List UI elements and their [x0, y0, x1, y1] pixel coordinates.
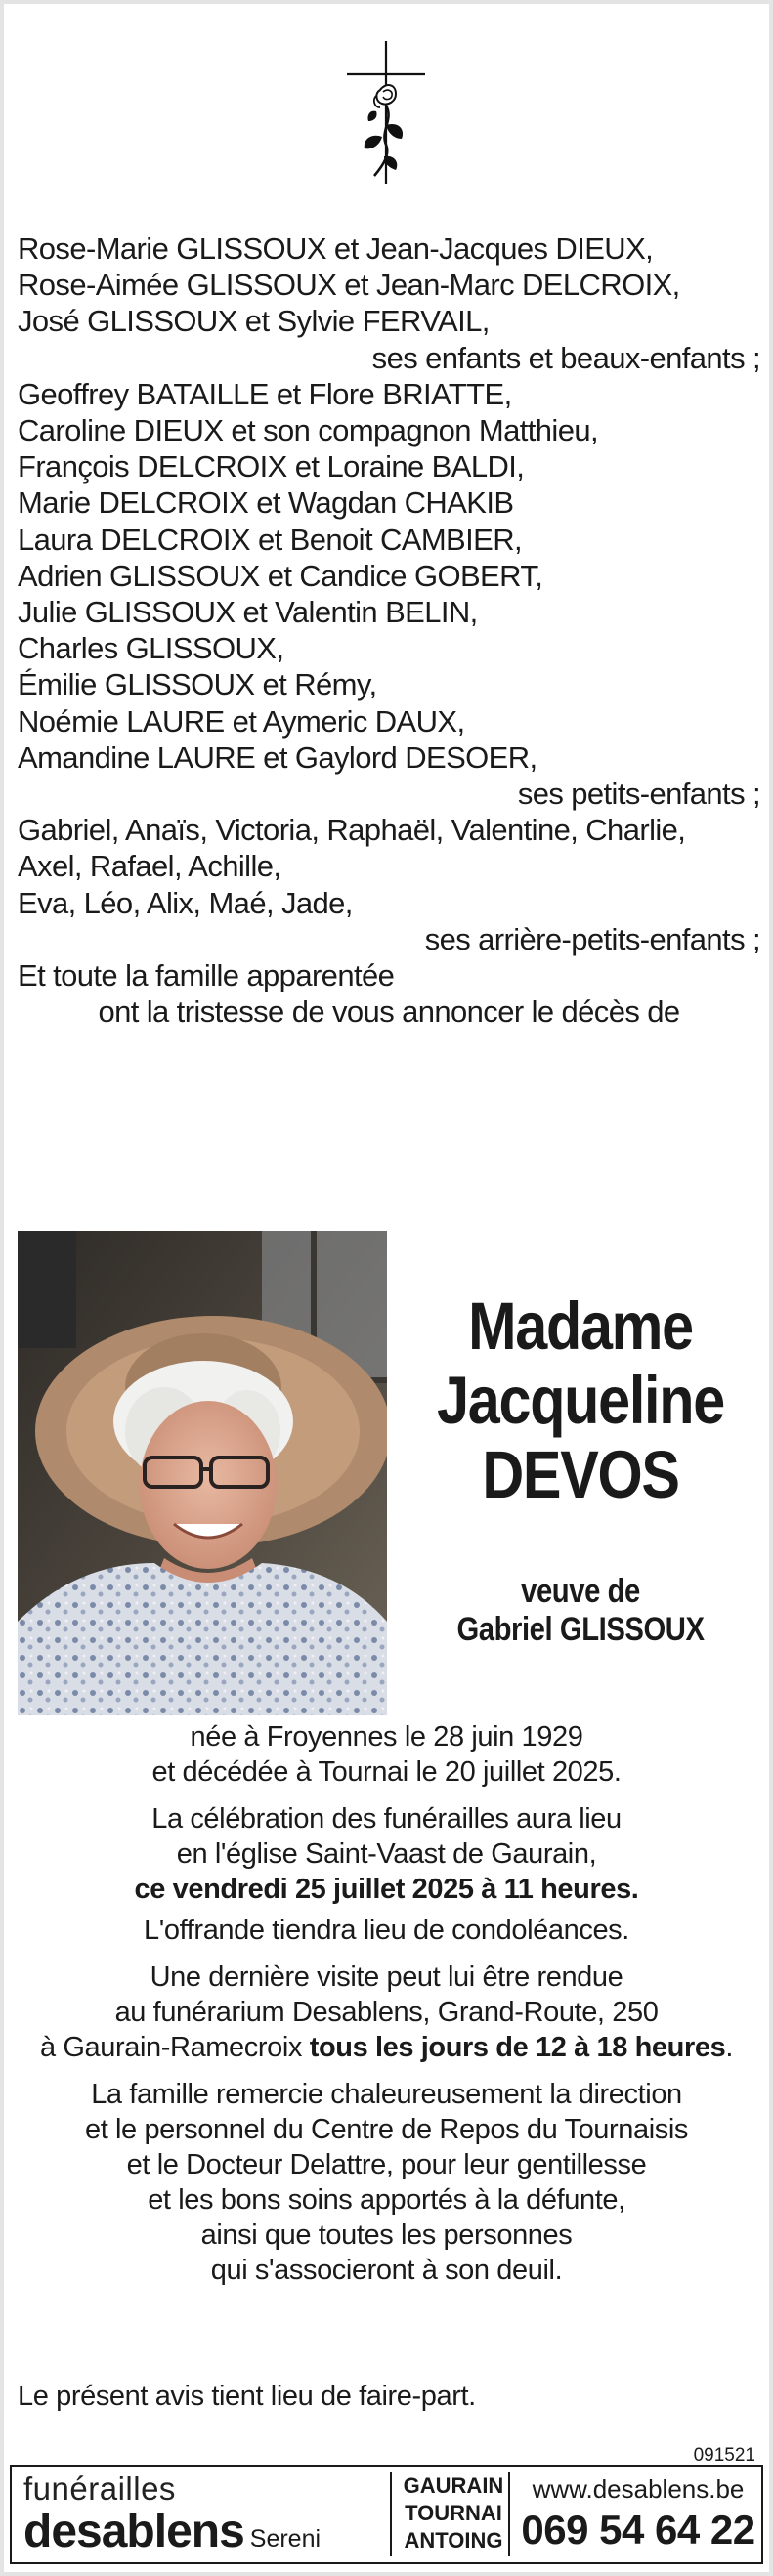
deceased-first-name: Jacqueline	[437, 1363, 724, 1438]
family-line: Émilie GLISSOUX et Rémy,	[18, 667, 377, 702]
family-line: Laura DELCROIX et Benoit CAMBIER,	[18, 522, 523, 557]
family-line: ses enfants et beaux-enfants ;	[371, 340, 760, 375]
family-line: Julie GLISSOUX et Valentin BELIN,	[18, 595, 478, 630]
deceased-name-block	[391, 1289, 770, 1649]
visit-line-1: Une dernière visite peut lui être rendue	[150, 1962, 623, 1993]
thanks-line-4: et les bons soins apportés à la défunte,	[148, 2184, 625, 2216]
logo-brand: desablens	[23, 2506, 244, 2557]
family-line: Et toute la famille apparentée	[18, 958, 395, 993]
offering-line: L'offrande tiendra lieu de condoléances.	[144, 1915, 629, 1946]
footer-contact	[516, 2472, 760, 2555]
visit-line-3: à Gaurain-Ramecroix	[40, 2032, 303, 2063]
thanks-line-3: et le Docteur Delattre, pour leur gentillesse	[126, 2149, 647, 2180]
family-line: Caroline DIEUX et son compagnon Matthieu,	[18, 413, 599, 448]
family-line: Axel, Rafael, Achille,	[18, 849, 281, 884]
family-line: ses petits-enfants ;	[517, 777, 760, 812]
visit-hours: tous les jours de 12 à 18 heures	[309, 2032, 726, 2063]
widow-of-name: Gabriel GLISSOUX	[456, 1611, 705, 1648]
footer-cities	[401, 2472, 506, 2555]
thanks-line-6: qui s'associeront à son deuil.	[210, 2255, 563, 2286]
city-1: GAURAIN	[403, 2473, 504, 2498]
birth-line: née à Froyennes le 28 juin 1929	[190, 1721, 583, 1753]
family-line: Charles GLISSOUX,	[18, 631, 284, 666]
final-note: Le présent avis tient lieu de faire-part.	[18, 2381, 476, 2412]
footer-divider	[508, 2472, 510, 2556]
family-line: Amandine LAURE et Gaylord DESOER,	[18, 739, 537, 775]
ceremony-date: ce vendredi 25 juillet 2025 à 11 heures.	[134, 1874, 639, 1905]
ceremony-line-2: en l'église Saint-Vaast de Gaurain,	[176, 1838, 597, 1870]
city-2: TOURNAI	[405, 2501, 502, 2525]
thanks-line-2: et le personnel du Centre de Repos du Tournaisis	[84, 2114, 689, 2145]
family-line: Rose-Marie GLISSOUX et Jean-Jacques DIEUX,	[18, 232, 654, 266]
deceased-title: Madame	[468, 1288, 693, 1364]
thanks-line-1: La famille remercie chaleureusement la direction	[91, 2079, 682, 2110]
funeral-home-footer	[10, 2465, 763, 2564]
footer-divider	[390, 2472, 392, 2556]
ceremony-line-1: La célébration des funérailles aura lieu	[151, 1803, 622, 1835]
family-list	[18, 231, 760, 1030]
logo-sub: Sereni	[249, 2525, 322, 2553]
cross-with-rose-icon	[337, 39, 435, 186]
family-line: ses arrière-petits-enfants ;	[424, 921, 760, 956]
city-3: ANTOING	[404, 2528, 503, 2553]
funeral-home-logo	[23, 2470, 390, 2560]
family-line: Marie DELCROIX et Wagdan CHAKIB	[18, 486, 514, 521]
website-link[interactable]: www.desablens.be	[532, 2474, 745, 2504]
portrait-photo	[18, 1231, 387, 1715]
deceased-last-name: DEVOS	[482, 1437, 679, 1512]
visit-end: .	[725, 2032, 733, 2063]
thanks-line-5: ainsi que toutes les personnes	[200, 2219, 573, 2251]
visit-line-2: au funérarium Desablens, Grand-Route, 250	[114, 1997, 659, 2028]
notice-info	[10, 1719, 763, 2288]
family-line: Noémie LAURE et Aymeric DAUX,	[18, 703, 465, 739]
family-line: François DELCROIX et Loraine BALDI,	[18, 449, 525, 485]
logo-top-text: funérailles	[23, 2470, 176, 2507]
family-line: ont la tristesse de vous annoncer le décès de	[98, 994, 680, 1030]
widow-of-label: veuve de	[521, 1573, 640, 1610]
family-line: Geoffrey BATAILLE et Flore BRIATTE,	[18, 376, 512, 411]
reference-number: 091521	[693, 2445, 755, 2466]
family-line: Rose-Aimée GLISSOUX et Jean-Marc DELCROIX,	[18, 268, 680, 303]
family-line: José GLISSOUX et Sylvie FERVAIL,	[18, 304, 490, 339]
family-line: Adrien GLISSOUX et Candice GOBERT,	[18, 558, 543, 593]
phone-number[interactable]: 069 54 64 22	[521, 2507, 755, 2553]
family-line: Eva, Léo, Alix, Maé, Jade,	[18, 885, 353, 920]
family-line: Gabriel, Anaïs, Victoria, Raphaël, Valentine, Charlie,	[18, 813, 686, 848]
death-line: et décédée à Tournai le 20 juillet 2025.	[151, 1756, 622, 1788]
